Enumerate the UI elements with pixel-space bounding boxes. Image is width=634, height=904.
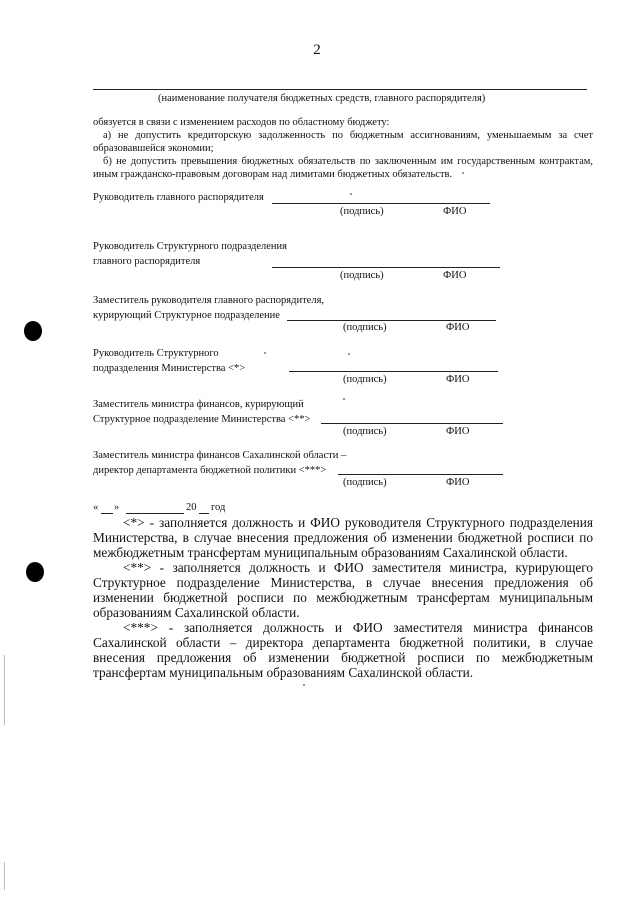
signature-caption-6: (подпись) (343, 477, 387, 488)
signature-caption-2: (подпись) (340, 270, 384, 281)
scan-speck (303, 684, 305, 686)
recipient-caption: (наименование получателя бюджетных средств, главного распорядителя) (158, 93, 486, 104)
punch-hole-top (24, 321, 42, 341)
fio-caption-2: ФИО (443, 270, 467, 281)
signer-title-1: Руководитель главного распорядителя (93, 192, 264, 203)
fio-caption-1: ФИО (443, 206, 467, 217)
date-year-blank (199, 513, 209, 514)
signature-caption-3: (подпись) (343, 322, 387, 333)
signer-title-5a: Заместитель министра финансов, курирующий (93, 399, 304, 410)
signature-line-5 (321, 423, 503, 424)
scan-speck (462, 172, 464, 174)
obligation-item-a: а) не допустить кредиторскую задолженность по бюджетным ассигнованиям, уменьшаемым за счет образовавшейся экономии; (93, 130, 593, 154)
date-open-quote: « (93, 502, 99, 513)
signer-title-4b: подразделения Министерства <*> (93, 363, 246, 374)
signer-title-6a: Заместитель министра финансов Сахалинской области – (93, 450, 347, 461)
signature-caption-1: (подпись) (340, 206, 384, 217)
fio-caption-6: ФИО (446, 477, 470, 488)
date-close-quote: » (114, 502, 120, 513)
signer-title-5b: Структурное подразделение Министерства <**> (93, 414, 311, 425)
scan-speck (350, 193, 352, 195)
signature-line-6 (338, 474, 503, 475)
scan-speck (343, 398, 345, 400)
punch-hole-bottom (26, 562, 44, 582)
signer-title-3a: Заместитель руководителя главного распорядителя, (93, 295, 325, 306)
signer-title-4a: Руководитель Структурного (93, 348, 219, 359)
signer-title-6b: директор департамента бюджетной политики <***> (93, 465, 327, 476)
signer-title-2a: Руководитель Структурного подразделения (93, 241, 287, 252)
fio-caption-4: ФИО (446, 374, 470, 385)
scan-speck (264, 352, 266, 354)
page-number: 2 (313, 42, 321, 58)
scan-speck (348, 353, 350, 355)
footnote-2: <**> - заполняется должность и ФИО заместителя министра, курирующего Структурное подразделение Министерства, в случае внесения предложения об изменении бюджетной росписи по межбюджетным трансфертам муниципальным образованиям Сахалинской области. (93, 560, 593, 620)
date-year-suffix: год (211, 502, 226, 513)
signer-title-3b: курирующий Структурное подразделение (93, 310, 280, 321)
date-year-prefix: 20 (186, 502, 197, 513)
signature-caption-5: (подпись) (343, 426, 387, 437)
signature-line-4 (289, 371, 498, 372)
fio-caption-3: ФИО (446, 322, 470, 333)
date-day-blank (101, 513, 113, 514)
footnote-3: <***> - заполняется должность и ФИО заместителя министра финансов Сахалинской области – директора департамента бюджетной политики, в случае внесения предложения об изменении бюджетной росписи по межбюджетным трансфертам муниципальным образованиям Сахалинской области. (93, 620, 593, 680)
fio-caption-5: ФИО (446, 426, 470, 437)
scan-edge-mark (4, 862, 5, 890)
signer-title-2b: главного распорядителя (93, 256, 201, 267)
scan-edge-mark (4, 655, 5, 725)
obligation-intro: обязуется в связи с изменением расходов по областному бюджету: (93, 117, 390, 128)
signature-line-3 (287, 320, 496, 321)
signature-line-2 (272, 267, 500, 268)
signature-line-1 (272, 203, 490, 204)
obligation-item-b: б) не допустить превышения бюджетных обязательств по заключенным им государственным контрактам, иным гражданско-правовым договорам над лимитами бюджетных обязательств. (93, 156, 593, 180)
signature-caption-4: (подпись) (343, 374, 387, 385)
date-line (93, 502, 293, 516)
footnote-1: <*> - заполняется должность и ФИО руководителя Структурного подразделения Министерства, в случае внесения предложения об изменении бюджетной росписи по межбюджетным трансфертам муниципальным образованиям Сахалинской области. (93, 515, 593, 560)
recipient-name-line (93, 89, 587, 90)
date-month-blank (126, 513, 184, 514)
